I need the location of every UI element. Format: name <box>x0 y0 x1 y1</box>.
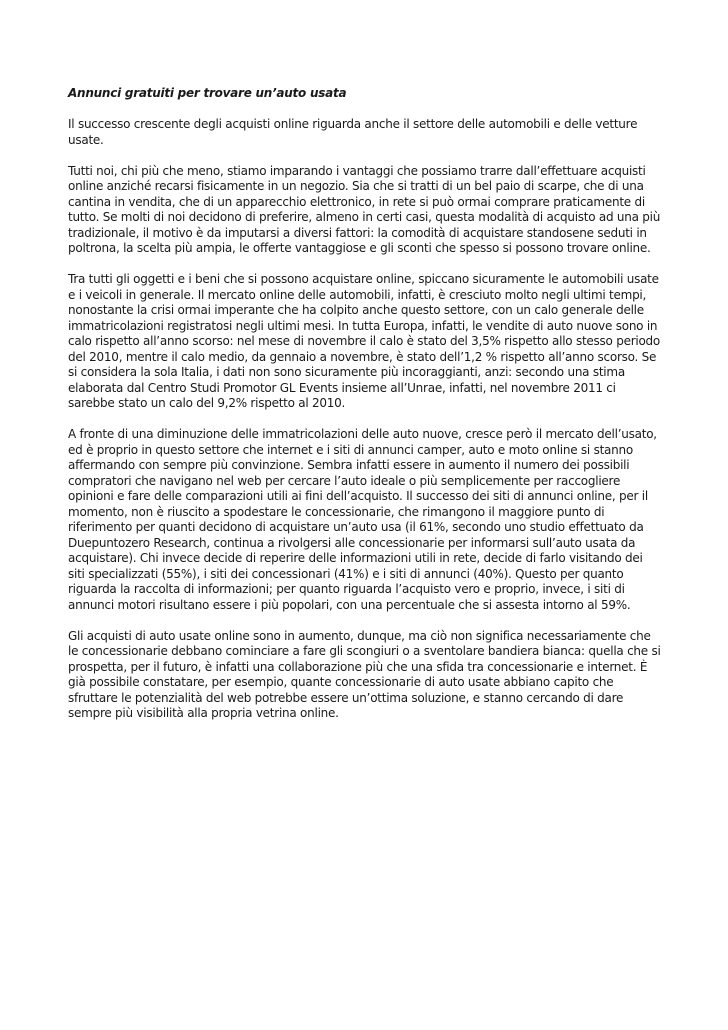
paragraph-conclusion: Gli acquisti di auto usate online sono in aumento, dunque, ma ciò non significa necessariamente che le concessionarie debbano cominciare a fare gli scongiuri o a sventolare bandiera bianca: quella che si prospetta, per il futuro, è infatti una collaborazione più che una sfida tra concessionarie e internet. È già possibile constatare, per esempio, quante concessionarie di auto usate abbiano capito che sfruttare le potenzialità del web potrebbe essere un’ottima soluzione, e stanno cercando di dare sempre più visibilità alla propria vetrina online. <box>68 628 661 720</box>
paragraph-intro: Il successo crescente degli acquisti online riguarda anche il settore delle automobili e delle vetture usate. <box>68 117 638 147</box>
paragraph-online-shopping: Tutti noi, chi più che meno, stiamo imparando i vantaggi che possiamo trarre dall’effettuare acquisti online anziché recarsi fisicamente in un negozio. Sia che si tratti di un bel paio di scarpe, che di una cantina in vendita, che di un apparecchio elettronico, in rete si può ormai comprare praticamente di tutto. Se molti di noi decidono di preferire, almeno in certi casi, questa modalità di acquisto ad una più tradizionale, il motivo è da imputarsi a diversi fattori: la comodità di acquistare standosene seduti in poltrona, la scelta più ampia, le offerte vantaggiose e gli sconti che spesso si possono trovare online. <box>68 163 661 255</box>
document-body <box>68 86 662 737</box>
paragraph-car-market: Tra tutti gli oggetti e i beni che si possono acquistare online, spiccano sicuramente le automobili usate e i veicoli in generale. Il mercato online delle automobili, infatti, è cresciuto molto negli ultimi tempi, nonostante la crisi ormai imperante che ha colpito anche questo settore, con un calo generale delle immatricolazioni registratosi negli ultimi mesi. In tutta Europa, infatti, le vendite di auto nuove sono in calo rispetto all’anno scorso: nel mese di novembre il calo è stato del 3,5% rispetto allo stesso periodo del 2010, mentre il calo medio, da gennaio a novembre, è stato dell’1,2 % rispetto all’anno scorso. Se si considera la sola Italia, i dati non sono sicuramente più incoraggianti, anzi: secondo una stima elaborata dal Centro Studi Promotor GL Events insieme all’Unrae, infatti, nel novembre 2011 ci sarebbe stato un calo del 9,2% rispetto al 2010. <box>68 272 661 410</box>
document-title: Annunci gratuiti per trovare un’auto usata <box>68 86 347 100</box>
paragraph-used-market: A fronte di una diminuzione delle immatricolazioni delle auto nuove, cresce però il mercato dell’usato, ed è proprio in questo settore che internet e i siti di annunci camper, auto e moto online si stanno affermando con sempre più convinzione. Sembra infatti essere in aumento il numero dei possibili compratori che navigano nel web per cercare l’auto ideale o più semplicemente per raccogliere opinioni e fare delle comparazioni utili ai fini dell’acquisto. Il successo dei siti di annunci online, per il momento, non è riuscito a spodestare le concessionarie, che rimangono il maggiore punto di riferimento per quanti decidono di acquistare un’auto usa (il 61%, secondo uno studio effettuato da Duepuntozero Research, continua a rivolgersi alle concessionarie per informarsi sull’auto usata da acquistare). Chi invece decide di reperire delle informazioni utili in rete, decide di farlo visitando dei siti specializzati (55%), i siti dei concessionari (41%) e i siti di annunci (40%). Questo per quanto riguarda la raccolta di informazioni; per quanto riguarda l’acquisto vero e proprio, invece, i siti di annunci motori risultano essere i più popolari, con una percentuale che si assesta intorno al 59%. <box>68 427 657 612</box>
